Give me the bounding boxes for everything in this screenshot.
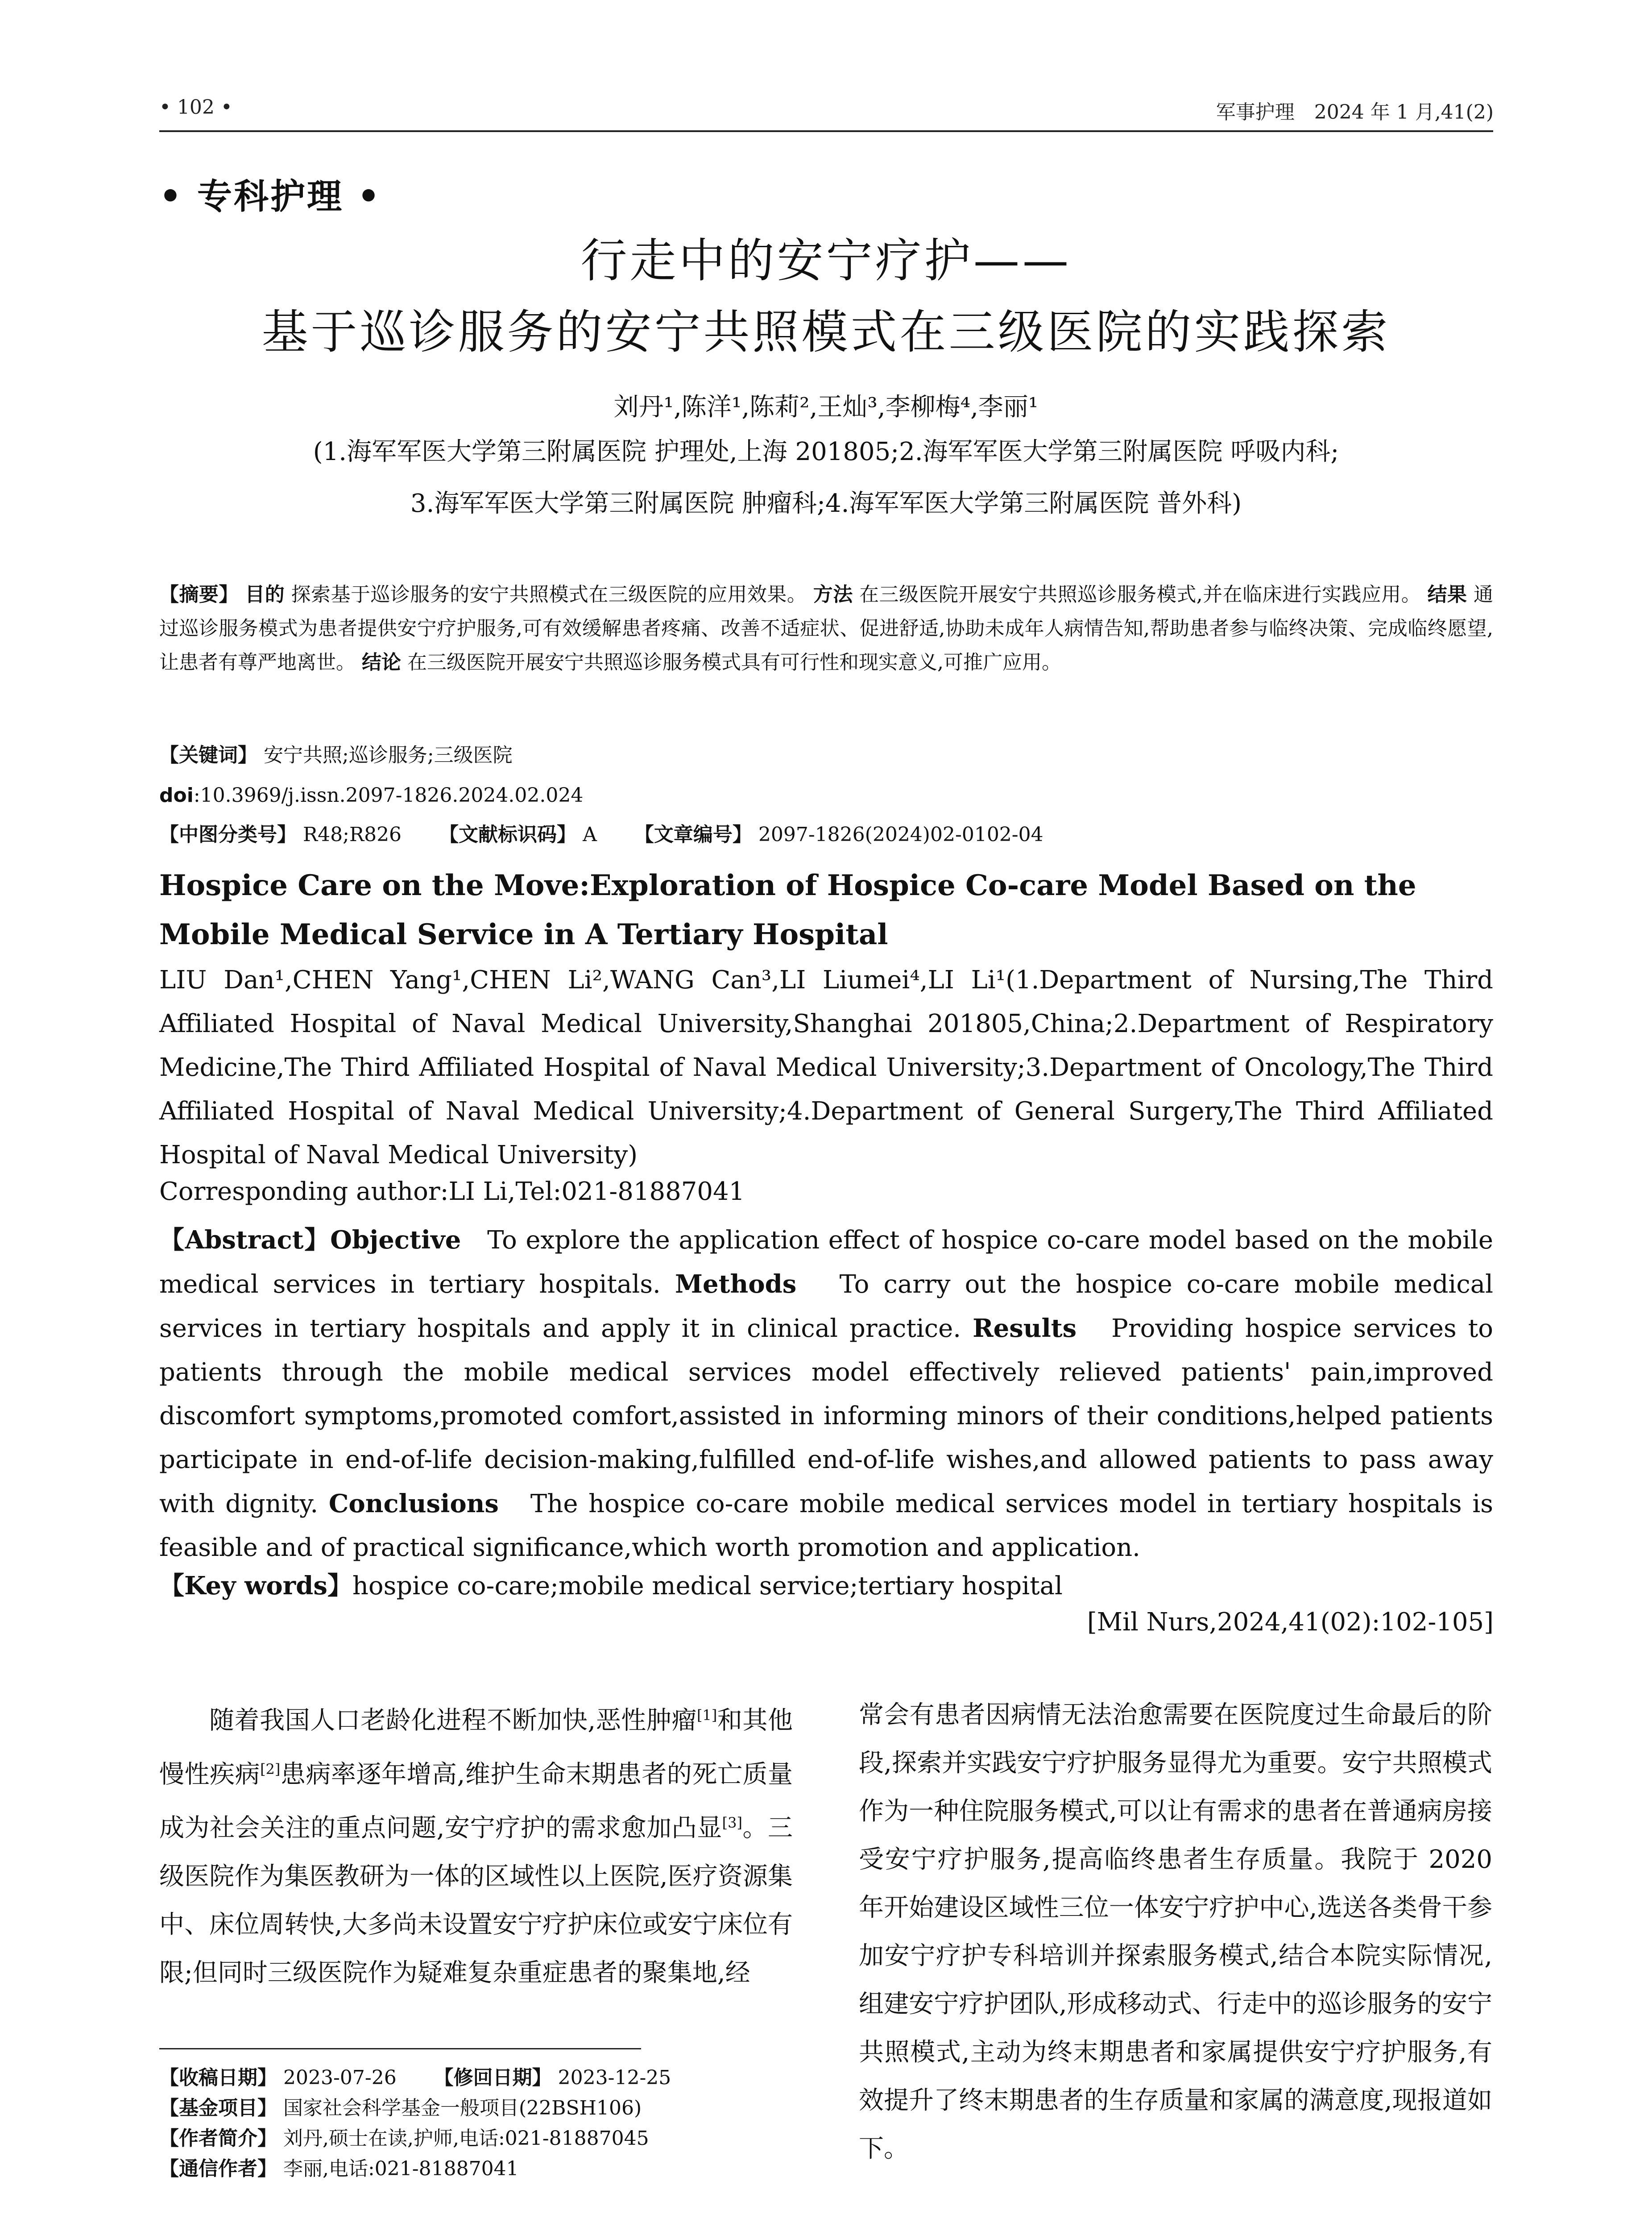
- doc-code-value: A: [583, 823, 597, 846]
- en-objective-text: To explore the application effect of hospice co-care model based on the mobile medical services in tertiary hospitals.: [159, 1226, 1493, 1299]
- reference-marker[interactable]: [3]: [722, 1814, 742, 1832]
- en-objective-label: Objective: [330, 1225, 461, 1255]
- citation: [Mil Nurs,2024,41(02):102-105]: [1087, 1608, 1494, 1637]
- corresponding-label: 【通信作者】: [159, 2157, 277, 2180]
- footnote-fund: [159, 2092, 642, 2120]
- title-line-1: 行走中的安宁疗护——: [580, 233, 1072, 288]
- section-tag: • 专科护理 •: [159, 177, 382, 217]
- revised-date: 2023-12-25: [558, 2066, 671, 2089]
- title-line-2: 基于巡诊服务的安宁共照模式在三级医院的实践探索: [261, 305, 1391, 359]
- author-list: 刘丹¹,陈洋¹,陈莉²,王灿³,李柳梅⁴,李丽¹: [613, 393, 1039, 422]
- body-text: 和其他慢性疾病: [159, 1706, 793, 1789]
- en-result-label: Results: [973, 1314, 1077, 1343]
- cn-keywords-text: 安宁共照;巡诊服务;三级医院: [264, 744, 513, 767]
- en-method-label: Methods: [675, 1269, 797, 1299]
- cn-conclusion-label: 结论: [362, 651, 401, 674]
- clc-label: 【中图分类号】: [159, 823, 297, 846]
- cn-objective-label: 目的: [245, 583, 285, 606]
- english-authors: LIU Dan¹,CHEN Yang¹,CHEN Li²,WANG Can³,LI Liumei⁴,LI Li¹(1.Department of Nursing,The Third Affiliated Hospital of Naval Medical University,Shanghai 201805,China;2.Department of Respiratory Medicine,The Third Affiliated Hospital of Naval Medical University;3.Department of Oncology,The Third Affiliated Hospital of Naval Medical University;4.Department of General Surgery,The Third Affiliated Hospital of Naval Medical University): [159, 966, 1493, 1169]
- en-conclusion-label: Conclusions: [328, 1489, 499, 1518]
- en-method-text: To carry out the hospice co-care mobile medical services in tertiary hospitals and apply it in clinical practice.: [159, 1270, 1493, 1343]
- english-keywords: [159, 1566, 1493, 1602]
- body-left-column: [159, 1691, 793, 1997]
- author-bio-text: 刘丹,硕士在读,护师,电话:021-81887045: [283, 2127, 649, 2150]
- header-rule: [159, 130, 1493, 132]
- reference-marker[interactable]: [1]: [696, 1707, 717, 1724]
- footnote-author: [159, 2122, 649, 2151]
- cn-conclusion-text: 在三级医院开展安宁共照巡诊服务模式具有可行性和现实意义,可推广应用。: [407, 651, 1061, 674]
- author-bio-label: 【作者简介】: [159, 2127, 277, 2150]
- journal-info: 军事护理 2024 年 1 月,41(2): [1216, 101, 1494, 124]
- article-no-value: 2097-1826(2024)02-0102-04: [758, 823, 1043, 846]
- en-abstract-label: 【Abstract】: [159, 1225, 331, 1255]
- doc-code-label: 【文献标识码】: [439, 823, 577, 846]
- footnote-rule: [159, 2048, 641, 2049]
- cn-result-label: 结果: [1427, 583, 1467, 606]
- cn-method-text: 在三级医院开展安宁共照巡诊服务模式,并在临床进行实践应用。: [859, 583, 1421, 606]
- en-keywords-text: hospice co-care;mobile medical service;tertiary hospital: [352, 1572, 1063, 1601]
- cn-keywords-label: 【关键词】: [159, 744, 257, 767]
- cn-result-text: 通过巡诊服务模式为患者提供安宁疗护服务,可有效缓解患者疼痛、改善不适症状、促进舒适,协助未成年人病情告知,帮助患者参与临终决策、完成临终愿望,让患者有尊严地离世。: [159, 583, 1493, 674]
- cn-method-label: 方法: [813, 583, 853, 606]
- reference-marker[interactable]: [2]: [260, 1760, 281, 1778]
- en-conclusion-text: The hospice co-care mobile medical services model in tertiary hospitals is feasible and of practical significance,which worth promotion and application.: [159, 1489, 1493, 1562]
- footnote-corresponding: [159, 2152, 519, 2181]
- fund-label: 【基金项目】: [159, 2097, 277, 2119]
- cn-objective-text: 探索基于巡诊服务的安宁共照模式在三级医院的应用效果。: [291, 583, 807, 606]
- doi-text: :10.3969/j.issn.2097-1826.2024.02.024: [193, 784, 584, 807]
- doi-line: [159, 779, 1493, 813]
- page-number: • 102 •: [159, 96, 232, 119]
- received-date: 2023-07-26: [283, 2066, 397, 2089]
- classification-line: [159, 818, 1493, 852]
- affiliation-line-1: (1.海军军医大学第三附属医院 护理处,上海 201805;2.海军军医大学第三附属医院 呼吸内科;: [313, 437, 1339, 466]
- article-no-label: 【文章编号】: [634, 823, 752, 846]
- doi-label: doi: [159, 784, 194, 807]
- english-abstract: [159, 1218, 1493, 1570]
- en-result-text: Providing hospice services to patients through the mobile medical services model effectively relieved patients' pain,improved discomfort symptoms,promoted comfort,assisted in informing minors of their conditions,helped patients participate in end-of-life decision-making,fulfilled end-of-life wishes,and allowed patients to pass away with dignity.: [159, 1314, 1493, 1518]
- english-corresponding: Corresponding author:LI Li,Tel:021-81887041: [159, 1177, 745, 1206]
- corresponding-text: 李丽,电话:021-81887041: [283, 2157, 519, 2180]
- body-text: 。三级医院作为集医教研为一体的区域性以上医院,医疗资源集中、床位周转快,大多尚未设置安宁疗护床位或安宁床位有限;但同时三级医院作为疑难复杂重症患者的聚集地,经: [159, 1813, 793, 1987]
- cn-abstract-label: 【摘要】: [159, 583, 239, 606]
- revised-label: 【修回日期】: [434, 2066, 552, 2089]
- cn-keywords: [159, 738, 1493, 772]
- received-label: 【收稿日期】: [159, 2066, 277, 2089]
- english-title: Hospice Care on the Move:Exploration of Hospice Co-care Model Based on the Mobile Medical Service in A Tertiary Hospital: [159, 869, 1416, 951]
- en-keywords-label: 【Key words】: [159, 1571, 352, 1601]
- footnote-dates: [159, 2061, 671, 2090]
- affiliation-line-2: 3.海军军医大学第三附属医院 肿瘤科;4.海军军医大学第三附属医院 普外科): [410, 489, 1242, 518]
- cn-abstract: [159, 578, 1493, 680]
- clc-value: R48;R826: [303, 823, 402, 846]
- body-text: 随着我国人口老龄化进程不断加快,恶性肿瘤: [209, 1706, 697, 1735]
- fund-text: 国家社会科学基金一般项目(22BSH106): [283, 2097, 642, 2119]
- body-text: 患病率逐年增高,维护生命末期患者的死亡质量成为社会关注的重点问题,安宁疗护的需求愈加凸显: [159, 1760, 793, 1843]
- body-right-column: 常会有患者因病情无法治愈需要在医院度过生命最后的阶段,探索并实践安宁疗护服务显得尤为重要。安宁共照模式作为一种住院服务模式,可以让有需求的患者在普通病房接受安宁疗护服务,提高临终患者生存质量。我院于 2020 年开始建设区域性三位一体安宁疗护中心,选送各类骨干参加安宁疗护专科培训并探索服务模式,结合本院实际情况,组建安宁疗护团队,形成移动式、行走中的巡诊服务的安宁共照模式,主动为终末期患者和家属提供安宁疗护服务,有效提升了终末期患者的生存质量和家属的满意度,现报道如下。: [859, 1700, 1492, 2163]
